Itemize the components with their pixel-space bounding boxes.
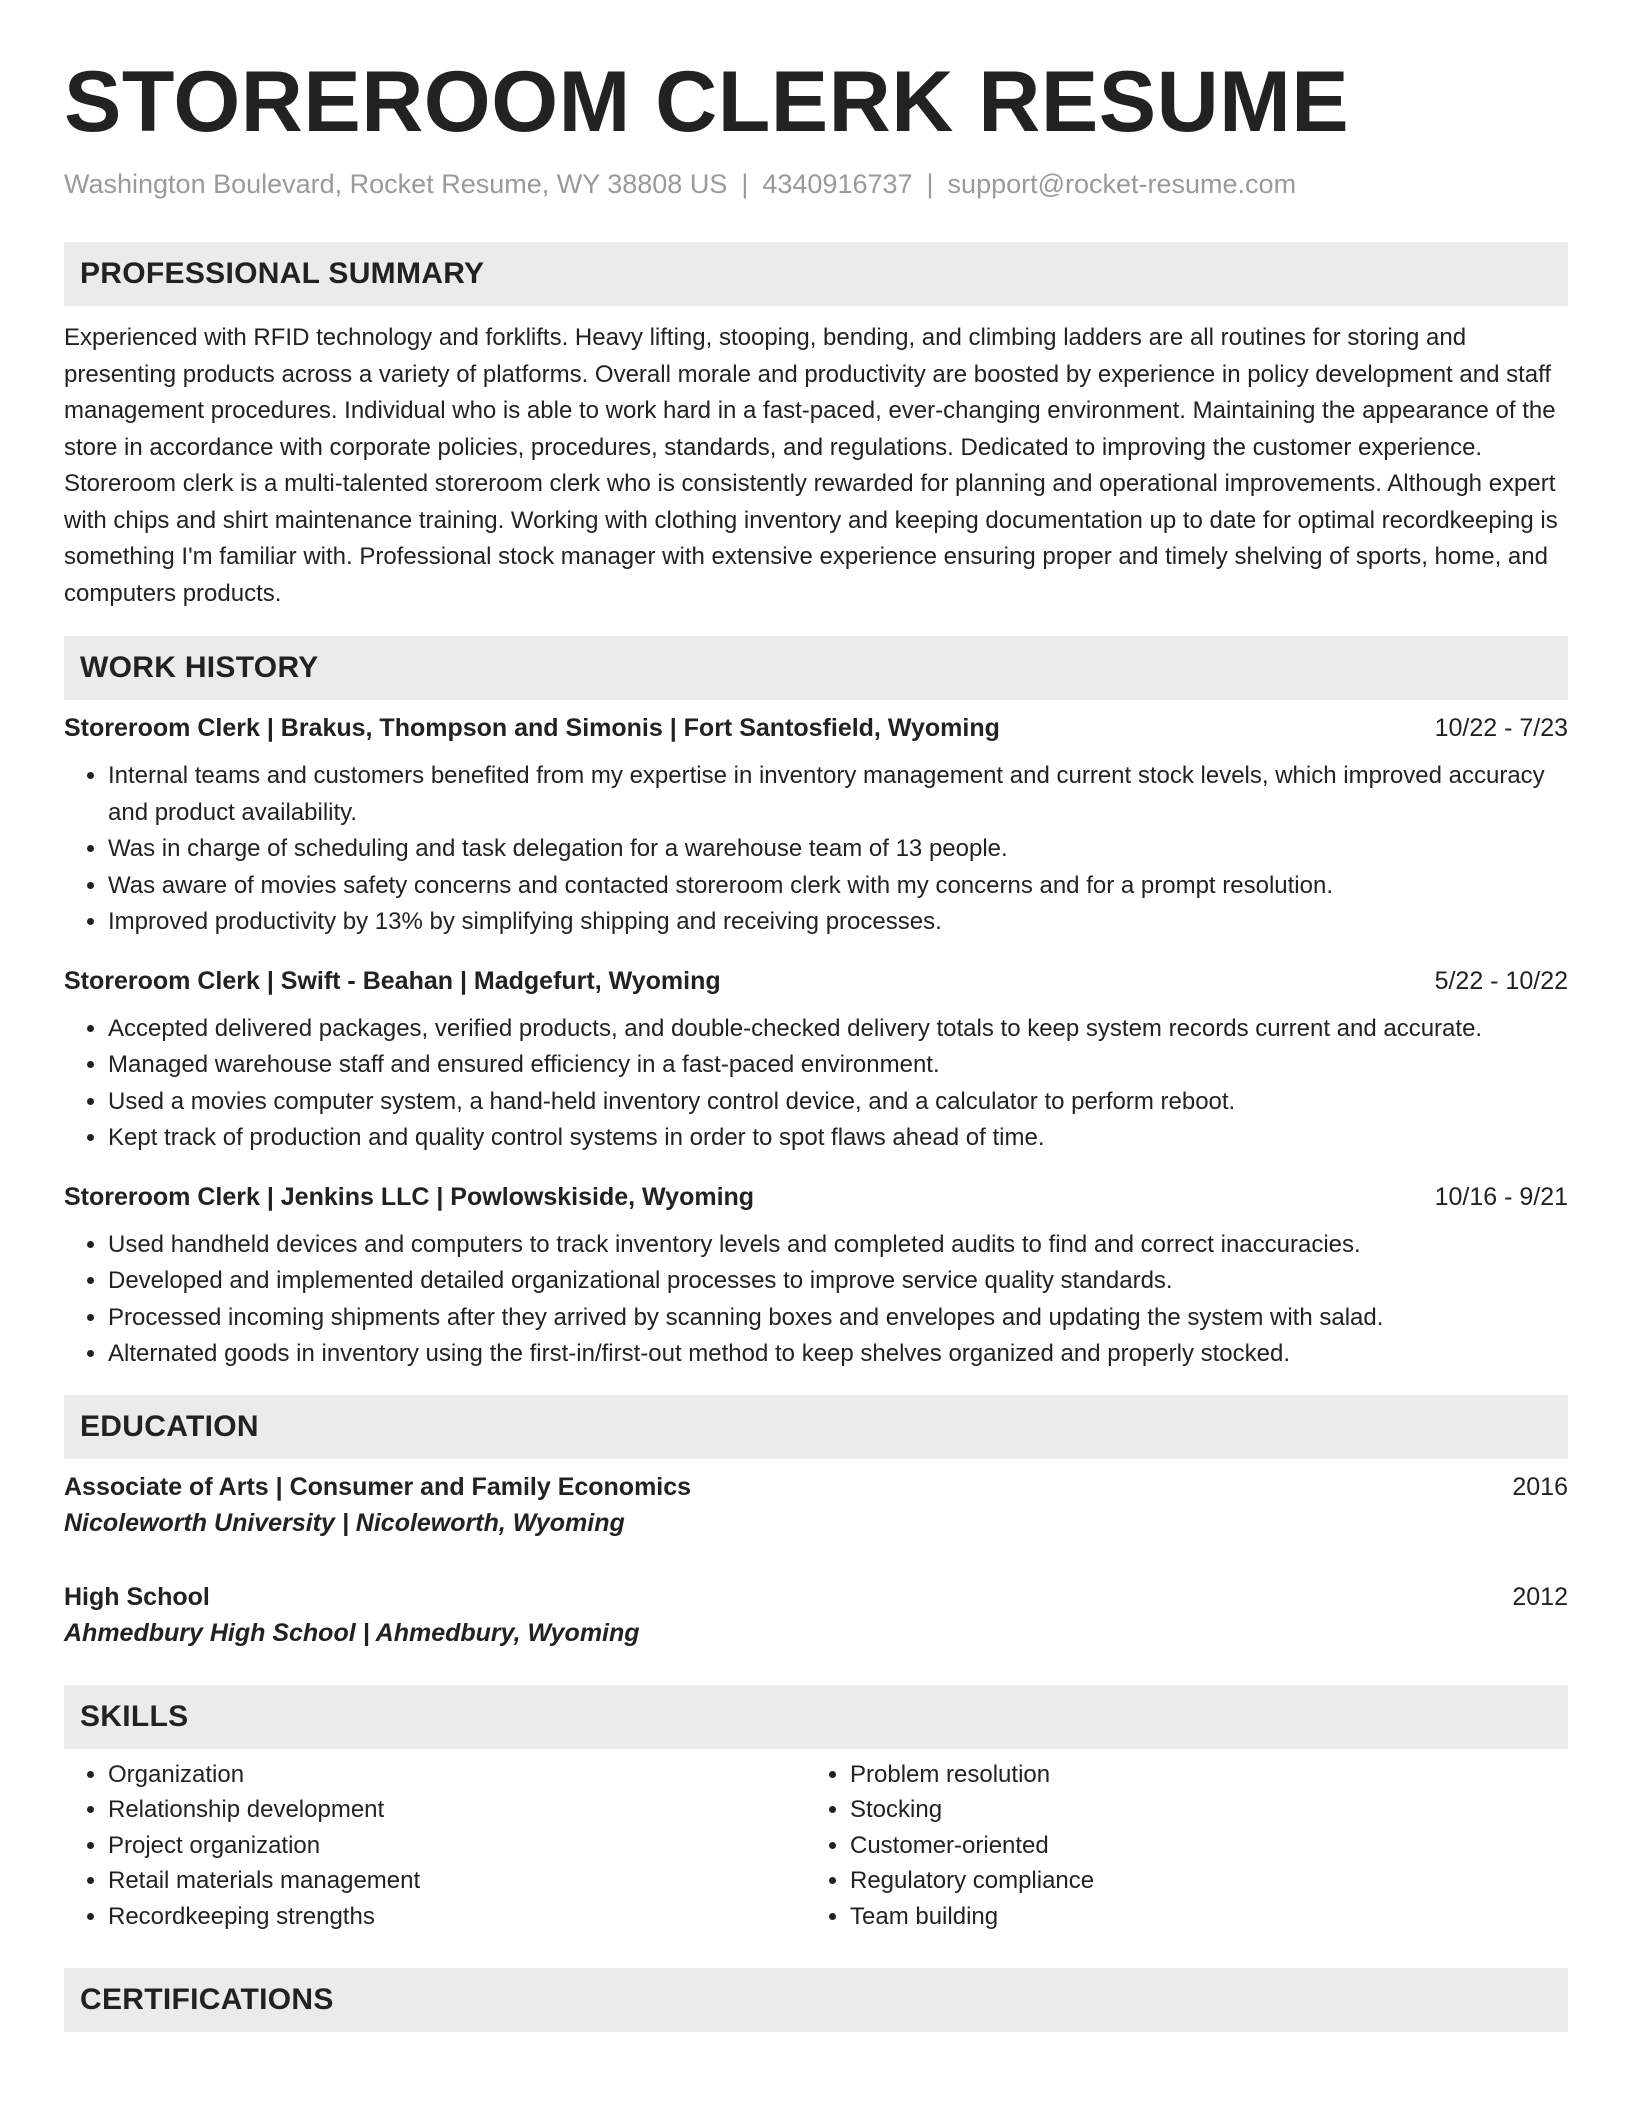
contact-address: Washington Boulevard, Rocket Resume, WY 38808 US xyxy=(64,169,728,199)
job-dates: 5/22 - 10/22 xyxy=(1434,966,1568,995)
job-header xyxy=(64,963,1568,999)
job-bullets xyxy=(64,758,1568,941)
education-year: 2016 xyxy=(1512,1472,1568,1501)
education-year: 2012 xyxy=(1512,1582,1568,1611)
skills-list xyxy=(64,1757,806,1935)
job-title: Storeroom Clerk | Brakus, Thompson and Simonis | Fort Santosfield, Wyoming xyxy=(64,714,1000,742)
education-entry xyxy=(64,1579,1568,1651)
job-bullet: • Developed and implemented detailed organizational processes to improve service quality standards. xyxy=(108,1263,1568,1300)
job-bullets xyxy=(64,1011,1568,1157)
skill-item: • Stocking xyxy=(850,1792,1548,1828)
education-header xyxy=(64,1579,1568,1615)
job-bullet: • Kept track of production and quality control systems in order to spot flaws ahead of time. xyxy=(108,1120,1568,1157)
job-bullet: • Accepted delivered packages, verified products, and double-checked delivery totals to keep system records current and accurate. xyxy=(108,1011,1568,1048)
skill-item: • Recordkeeping strengths xyxy=(108,1899,806,1935)
section-heading-work: WORK HISTORY xyxy=(64,636,1568,700)
skill-item: • Project organization xyxy=(108,1828,806,1864)
section-heading-summary: PROFESSIONAL SUMMARY xyxy=(64,242,1568,306)
skill-item: • Relationship development xyxy=(108,1792,806,1828)
job-bullet: • Was in charge of scheduling and task delegation for a warehouse team of 13 people. xyxy=(108,831,1568,868)
contact-line xyxy=(64,166,1568,202)
skill-item: • Team building xyxy=(850,1899,1548,1935)
job-bullets xyxy=(64,1227,1568,1373)
job-dates: 10/16 - 9/21 xyxy=(1434,1182,1568,1211)
job-entry xyxy=(64,1179,1568,1373)
job-bullet: • Used a movies computer system, a hand-held inventory control device, and a calculator to perform reboot. xyxy=(108,1084,1568,1121)
skill-item: • Organization xyxy=(108,1757,806,1793)
education-entry xyxy=(64,1469,1568,1541)
contact-phone: 4340916737 xyxy=(762,169,913,199)
job-bullet: • Processed incoming shipments after they arrived by scanning boxes and envelopes and updating the system with salad. xyxy=(108,1300,1568,1337)
education-school: Nicoleworth University | Nicoleworth, Wyoming xyxy=(64,1508,625,1537)
job-bullet: • Improved productivity by 13% by simplifying shipping and receiving processes. xyxy=(108,904,1568,941)
job-bullet: • Alternated goods in inventory using the first-in/first-out method to keep shelves organized and properly stocked. xyxy=(108,1336,1568,1373)
job-bullet: • Used handheld devices and computers to track inventory levels and completed audits to find and correct inaccuracies. xyxy=(108,1227,1568,1264)
job-header xyxy=(64,710,1568,746)
job-title: Storeroom Clerk | Swift - Beahan | Madgefurt, Wyoming xyxy=(64,966,721,995)
job-bullet: • Managed warehouse staff and ensured efficiency in a fast-paced environment. xyxy=(108,1047,1568,1084)
contact-email: support@rocket-resume.com xyxy=(947,169,1297,199)
education-header xyxy=(64,1469,1568,1505)
section-heading-education: EDUCATION xyxy=(64,1395,1568,1459)
job-entry xyxy=(64,710,1568,941)
skill-item: • Problem resolution xyxy=(850,1757,1548,1793)
skill-item: • Regulatory compliance xyxy=(850,1863,1548,1899)
resume-title: STOREROOM CLERK RESUME xyxy=(64,54,1350,150)
job-header xyxy=(64,1179,1568,1215)
skills-column-left xyxy=(64,1757,806,1935)
job-bullet: • Internal teams and customers benefited from my expertise in inventory management and current stock levels, which improved accuracy and product availability. xyxy=(108,758,1568,831)
job-bullet: • Was aware of movies safety concerns and contacted storeroom clerk with my concerns and for a prompt resolution. xyxy=(108,868,1568,905)
skills-column-right xyxy=(806,1757,1548,1935)
section-heading-certifications: CERTIFICATIONS xyxy=(64,1968,1568,2032)
skills-grid xyxy=(64,1757,1568,1935)
education-degree: High School xyxy=(64,1582,210,1611)
skill-item: • Retail materials management xyxy=(108,1863,806,1899)
skills-list xyxy=(806,1757,1548,1935)
education-degree: Associate of Arts | Consumer and Family Economics xyxy=(64,1472,692,1501)
resume-page xyxy=(64,0,1568,2032)
education-school: Ahmedbury High School | Ahmedbury, Wyoming xyxy=(64,1618,640,1647)
contact-separator: | xyxy=(926,169,934,199)
skill-item: • Customer-oriented xyxy=(850,1828,1548,1864)
job-entry xyxy=(64,963,1568,1157)
section-heading-skills: SKILLS xyxy=(64,1685,1568,1749)
job-title: Storeroom Clerk | Jenkins LLC | Powlowskiside, Wyoming xyxy=(64,1182,755,1211)
contact-separator: | xyxy=(741,169,749,199)
job-dates: 10/22 - 7/23 xyxy=(1434,714,1568,742)
summary-text: Experienced with RFID technology and forklifts. Heavy lifting, stooping, bending, and climbing ladders are all routines for storing and presenting products across a variety of platforms. Overall morale and productivity are boosted by experience in policy development and staff management procedures. Individual who is able to work hard in a fast-paced, ever-changing environment. Maintaining the appearance of the store in accordance with corporate policies, procedures, standards, and regulations. Dedicated to improving the customer experience. Storeroom clerk is a multi-talented storeroom clerk who is consistently rewarded for planning and operational improvements. Although expert with chips and shirt maintenance training. Working with clothing inventory and keeping documentation up to date for optimal recordkeeping is something I'm familiar with. Professional stock manager with extensive experience ensuring proper and timely shelving of sports, home, and computers products. xyxy=(64,324,1558,607)
